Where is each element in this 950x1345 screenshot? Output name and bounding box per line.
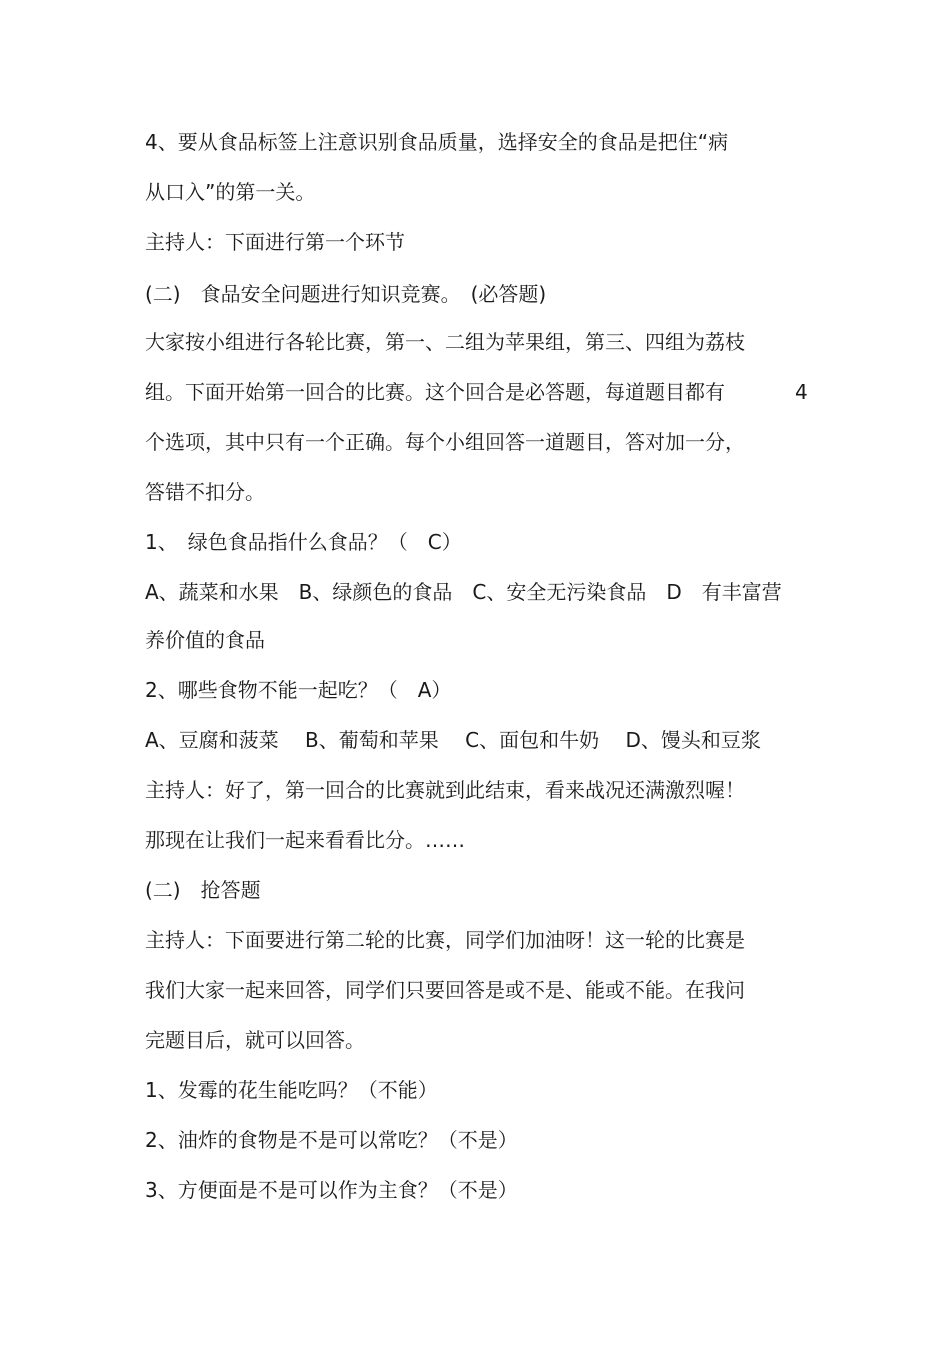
text-line: 大家按小组进行各轮比赛，第一、二组为苹果组，第三、四组为荔枝 xyxy=(145,330,745,354)
section-heading: (二) 抢答题 xyxy=(145,878,261,902)
question-line: 2、哪些食物不能一起吃？（ A） xyxy=(145,678,452,702)
text-line: 从口入”的第一关。 xyxy=(145,180,316,204)
text-line: 主持人：好了，第一回合的比赛就到此结束，看来战况还满激烈喔！ xyxy=(145,778,745,802)
section-heading: (二) 食品安全问题进行知识竞赛。 (必答题) xyxy=(145,282,547,306)
text-line: 个选项，其中只有一个正确。每个小组回答一道题目，答对加一分， xyxy=(145,430,745,454)
text-line: 主持人：下面要进行第二轮的比赛，同学们加油呀！这一轮的比赛是 xyxy=(145,928,745,952)
question-line: 2、油炸的食物是不是可以常吃？（不是） xyxy=(145,1128,518,1152)
text-line: 主持人：下面进行第一个环节 xyxy=(145,230,405,254)
options-line: A、蔬菜和水果 B、绿颜色的食品 C、安全无污染食品 D 有丰富营 xyxy=(145,580,782,604)
text-line: 那现在让我们一起来看看比分。…… xyxy=(145,828,465,852)
option-count: 4 xyxy=(795,380,808,404)
text-line: 我们大家一起来回答，同学们只要回答是或不是、能或不能。在我问 xyxy=(145,978,745,1002)
text-line: 组。下面开始第一回合的比赛。这个回合是必答题，每道题目都有 xyxy=(145,380,725,404)
question-line: 3、方便面是不是可以作为主食？（不是） xyxy=(145,1178,518,1202)
options-line: 养价值的食品 xyxy=(145,628,265,652)
text-line: 答错不扣分。 xyxy=(145,480,265,504)
text-line: 4、要从食品标签上注意识别食品质量，选择安全的食品是把住“病 xyxy=(145,130,729,154)
question-line: 1、发霉的花生能吃吗？（不能） xyxy=(145,1078,438,1102)
text-line: 完题目后，就可以回答。 xyxy=(145,1028,365,1052)
question-line: 1、 绿色食品指什么食品？（ C） xyxy=(145,530,462,554)
options-line: A、豆腐和菠菜 B、葡萄和苹果 C、面包和牛奶 D、馒头和豆浆 xyxy=(145,728,761,752)
